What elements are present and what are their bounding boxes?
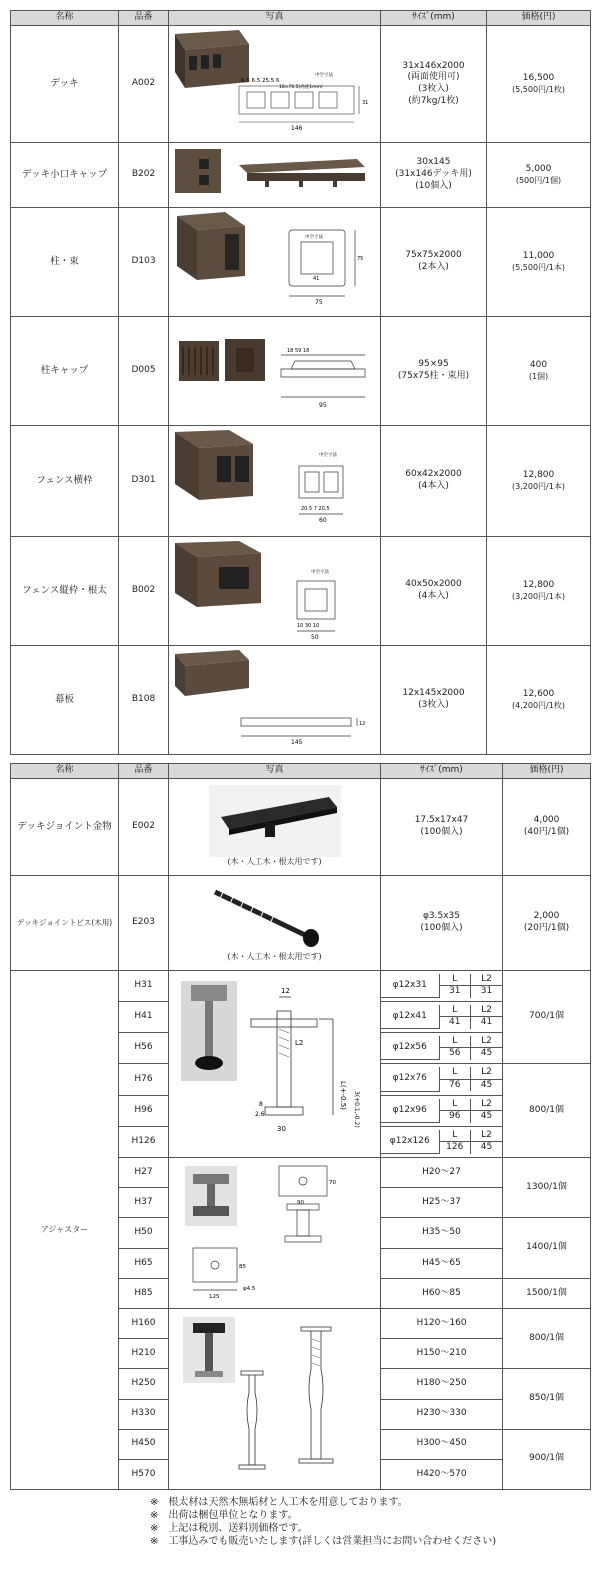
product-price: 850/1個 (503, 1369, 591, 1430)
size-label: φ12x96 (381, 1099, 439, 1123)
size-line: (100個入) (420, 827, 463, 837)
size-label: φ12x76 (381, 1067, 439, 1091)
post-cap-image (169, 317, 381, 425)
size-line: (3枚入) (418, 700, 449, 710)
product-photo (169, 208, 381, 317)
fence-rail-image (169, 426, 381, 536)
product-size (381, 1002, 503, 1033)
dim-a-width: 146 (291, 125, 303, 132)
footnote: ※ 上記は税別、送料別価格です。 (150, 1523, 308, 1534)
size-subtable (381, 1036, 502, 1061)
product-code: B002 (119, 537, 169, 646)
dim-adj-L2: L2 (295, 1039, 304, 1047)
product-size (381, 1096, 503, 1127)
size-L2: 45 (471, 1079, 503, 1091)
product-price (487, 143, 591, 208)
size-line: (4本入) (418, 591, 449, 601)
product-name: 柱キャップ (11, 317, 119, 426)
product-code: H56 (119, 1033, 169, 1064)
footnote: ※ 工事込みでも販売いたします(詳しくは営業担当にお問い合わせください) (150, 1536, 497, 1547)
price-unit: (3,200円/1本) (512, 481, 565, 491)
dim-adj-top: 12 (281, 987, 290, 995)
product-name: フェンス横枠 (11, 426, 119, 537)
dim-b002-w: 50 (311, 634, 319, 641)
product-photo (169, 779, 381, 876)
product-price: 900/1個 (503, 1429, 591, 1490)
product-code: H31 (119, 971, 169, 1002)
size-line: 12x145x2000 (402, 688, 465, 699)
sub-header-L2: L2 (471, 1005, 503, 1017)
price-unit: (20円/1個) (523, 923, 570, 933)
size-subtable (381, 1099, 502, 1124)
product-code: H210 (119, 1339, 169, 1369)
product-table-2 (10, 763, 591, 1490)
dim-d301-w: 60 (319, 517, 327, 524)
dim-adj-2: 2.6 (255, 1111, 265, 1118)
size-line: (2本入) (418, 262, 449, 272)
product-name: フェンス縦枠・根太 (11, 537, 119, 646)
product-photo (169, 317, 381, 426)
size-L: 76 (439, 1079, 471, 1091)
header-photo: 写真 (169, 11, 381, 26)
sub-header-L2: L2 (471, 974, 503, 986)
size-line: (3枚入) (418, 84, 449, 94)
size-line: 40x50x2000 (405, 579, 462, 590)
adjuster-c-image (169, 1309, 381, 1489)
table-row (11, 971, 591, 1002)
size-label: φ12x126 (381, 1130, 439, 1154)
dim-d103-h: 75 (357, 256, 364, 262)
price-unit: (40円/1個) (523, 827, 570, 837)
size-line: 17.5x17x47 (414, 815, 469, 826)
post-image (169, 208, 381, 316)
product-name: デッキジョイント金物 (11, 779, 119, 876)
product-price (487, 317, 591, 426)
product-size: H300～450 (381, 1429, 503, 1460)
product-code: H50 (119, 1218, 169, 1249)
product-price: 1400/1個 (503, 1218, 591, 1279)
product-code: B108 (119, 646, 169, 755)
product-code: H41 (119, 1002, 169, 1033)
product-size: H230～330 (381, 1399, 503, 1429)
footnote: ※ 出荷は梱包単位となります。 (150, 1510, 298, 1521)
size-line: (31x146デッキ用) (395, 169, 472, 180)
size-line: 75x75x2000 (405, 250, 462, 261)
table-row (11, 779, 591, 876)
dim-adjb-70: 70 (329, 1180, 336, 1186)
adjuster-b-image (169, 1158, 381, 1308)
sub-header-L2: L2 (471, 1067, 503, 1079)
table-row (11, 143, 591, 208)
table-row (11, 317, 591, 426)
fence-post-image (169, 537, 381, 645)
product-size (381, 208, 487, 317)
product-name: デッキジョイントビス(木用) (11, 876, 119, 971)
price-unit: (5,500円/1枚) (512, 84, 565, 94)
table-row (11, 26, 591, 143)
sub-header-L: L (439, 1036, 471, 1048)
product-size (381, 971, 503, 1002)
dim-d301-in: 20.5 7 20.5 (301, 506, 330, 512)
sub-header-L2: L2 (471, 1036, 503, 1048)
header-price: 価格(円) (503, 764, 591, 779)
header-size: ｻｲｽﾞ(mm) (381, 11, 487, 26)
size-L2: 41 (471, 1017, 503, 1029)
product-size: H420～570 (381, 1460, 503, 1490)
dim-adj-30: 30 (277, 1125, 286, 1133)
dim-d301-hol: 中空寸法 (319, 453, 337, 458)
product-size: H20～27 (381, 1158, 503, 1188)
product-code: H330 (119, 1399, 169, 1429)
product-name: 幕板 (11, 646, 119, 755)
product-code: D103 (119, 208, 169, 317)
product-code: H85 (119, 1279, 169, 1309)
sub-header-L: L (439, 1005, 471, 1017)
product-size: H150～210 (381, 1339, 503, 1369)
size-line: φ3.5x35 (422, 911, 461, 922)
dim-b002-in: 10 30 10 (297, 623, 320, 629)
product-photo (169, 971, 381, 1158)
product-price: 700/1個 (503, 971, 591, 1064)
dim-adjb-90: 90 (297, 1200, 304, 1206)
dim-d005-top: 18 59 18 (287, 348, 310, 354)
product-price: 1500/1個 (503, 1279, 591, 1309)
dim-adj-L: L(+-0.5) (339, 1081, 347, 1110)
size-L: 56 (439, 1048, 471, 1060)
size-subtable (381, 974, 502, 999)
header-code: 品番 (119, 11, 169, 26)
product-size: H60～85 (381, 1279, 503, 1309)
table-row (11, 426, 591, 537)
header-name: 名称 (11, 11, 119, 26)
size-label: φ12x56 (381, 1036, 439, 1060)
size-line: (4本入) (418, 481, 449, 491)
dim-adjb-85: 85 (239, 1264, 246, 1270)
sub-header-L: L (439, 1099, 471, 1111)
product-code: H570 (119, 1460, 169, 1490)
size-line: (75x75柱・束用) (397, 371, 470, 381)
product-price (503, 876, 591, 971)
product-code: A002 (119, 26, 169, 143)
price-value: 2,000 (533, 911, 560, 922)
dim-a-mid: 中空寸法 (315, 73, 333, 78)
product-name: 柱・束 (11, 208, 119, 317)
footnote: ※ 根太材は天然木無垢材と人工木を用意しております。 (150, 1497, 408, 1508)
size-label: φ12x41 (381, 1005, 439, 1029)
dim-d103-hol: 中空寸法 (305, 235, 323, 240)
size-L: 96 (439, 1111, 471, 1123)
product-size: H35～50 (381, 1218, 503, 1249)
footnotes (150, 1496, 496, 1548)
product-code: H76 (119, 1064, 169, 1096)
product-price (487, 426, 591, 537)
photo-caption: (木・人工木・根太用です) (227, 951, 322, 961)
product-size (381, 143, 487, 208)
product-size: H45～65 (381, 1249, 503, 1279)
size-subtable (381, 1005, 502, 1030)
product-code: H27 (119, 1158, 169, 1188)
product-price: 1300/1個 (503, 1158, 591, 1218)
size-L2: 45 (471, 1048, 503, 1060)
size-line: 30x145 (416, 157, 451, 168)
price-value: 400 (529, 359, 548, 370)
product-size (381, 646, 487, 755)
price-value: 12,600 (522, 688, 555, 699)
price-value: 16,500 (522, 72, 555, 83)
price-value: 4,000 (533, 815, 560, 826)
price-unit: (500円/1個) (515, 175, 562, 185)
header-size: ｻｲｽﾞ(mm) (381, 764, 503, 779)
product-size (381, 876, 503, 971)
product-name: デッキ (11, 26, 119, 143)
size-L: 126 (439, 1142, 471, 1154)
dim-adj-3: 3(+0.1,-0.2) (353, 1091, 360, 1128)
size-line: (100個入) (420, 923, 463, 933)
price-unit: (3,200円/1本) (512, 591, 565, 601)
fascia-board-image (169, 646, 381, 754)
dim-b108-h: 12 (359, 721, 366, 727)
size-L: 31 (439, 986, 471, 998)
sub-header-L2: L2 (471, 1130, 503, 1142)
price-unit: (5,500円/1本) (512, 262, 565, 272)
dim-adj-8: 8 (259, 1101, 263, 1108)
product-code: D301 (119, 426, 169, 537)
product-photo (169, 426, 381, 537)
size-line: 31x146x2000 (402, 60, 465, 71)
size-line: 60x42x2000 (405, 469, 462, 480)
dim-a-top: 6.5 6.5 25.5 6 (241, 78, 280, 84)
size-line: (約7kg/1枚) (408, 95, 459, 106)
header-name: 名称 (11, 764, 119, 779)
header-price: 価格(円) (487, 11, 591, 26)
product-code: H126 (119, 1127, 169, 1158)
size-label: φ12x31 (381, 974, 439, 998)
product-code: H250 (119, 1369, 169, 1400)
header-code: 品番 (119, 764, 169, 779)
product-price: 800/1個 (503, 1309, 591, 1369)
product-code: H450 (119, 1429, 169, 1460)
product-size: H25～37 (381, 1188, 503, 1218)
product-size (381, 317, 487, 426)
product-name: アジャスター (11, 971, 119, 1490)
size-line: (10個入) (415, 180, 452, 191)
adjuster-a-image (169, 971, 381, 1157)
product-photo (169, 876, 381, 971)
deck-board-image (169, 26, 381, 142)
dim-a-side: 31 (362, 100, 369, 106)
size-L2: 45 (471, 1111, 503, 1123)
product-price (487, 208, 591, 317)
price-unit: (4,200円/1枚) (512, 700, 565, 710)
product-size (381, 779, 503, 876)
product-code: H65 (119, 1249, 169, 1279)
end-cap-image (169, 143, 381, 207)
product-code: H96 (119, 1096, 169, 1127)
sub-header-L: L (439, 1067, 471, 1079)
table-row (11, 537, 591, 646)
product-size: H180～250 (381, 1369, 503, 1400)
dim-d103-w: 75 (315, 299, 323, 306)
product-photo (169, 537, 381, 646)
size-L: 41 (439, 1017, 471, 1029)
product-code: H160 (119, 1309, 169, 1339)
price-value: 11,000 (522, 250, 555, 261)
dim-b108-w: 145 (291, 739, 303, 746)
table-row (11, 876, 591, 971)
product-size: H120～160 (381, 1309, 503, 1339)
product-table-1 (10, 10, 591, 755)
product-photo (169, 1309, 381, 1490)
price-value: 12,800 (522, 469, 555, 480)
product-size (381, 1033, 503, 1064)
dim-adjb-125: 125 (209, 1294, 220, 1300)
product-price (487, 537, 591, 646)
price-value: 5,000 (525, 163, 552, 174)
product-photo (169, 143, 381, 208)
product-size (381, 26, 487, 143)
product-code: H37 (119, 1188, 169, 1218)
product-price: 800/1個 (503, 1064, 591, 1158)
product-price (487, 646, 591, 755)
table-row (11, 208, 591, 317)
price-unit: (1個) (528, 371, 549, 381)
table-row (11, 646, 591, 755)
product-code: E203 (119, 876, 169, 971)
dim-a-mid2: 18×76.5(高度1mm) (279, 85, 323, 90)
price-value: 12,800 (522, 579, 555, 590)
dim-d103-in: 41 (313, 276, 320, 282)
sub-header-L: L (439, 974, 471, 986)
dim-d005-w: 95 (319, 402, 327, 409)
product-photo (169, 1158, 381, 1309)
product-photo (169, 646, 381, 755)
size-line: (両面使用可) (407, 72, 460, 83)
size-subtable (381, 1067, 502, 1092)
size-L2: 45 (471, 1142, 503, 1154)
product-code: E002 (119, 779, 169, 876)
product-price (487, 26, 591, 143)
product-size (381, 426, 487, 537)
product-size (381, 537, 487, 646)
size-subtable (381, 1130, 502, 1155)
dim-adjb-4: φ4.5 (243, 1286, 256, 1292)
product-code: B202 (119, 143, 169, 208)
size-line: 95×95 (418, 359, 449, 370)
product-code: D005 (119, 317, 169, 426)
dim-b002-hol: 中空寸法 (311, 570, 329, 575)
product-size (381, 1127, 503, 1158)
sub-header-L: L (439, 1130, 471, 1142)
photo-caption: (木・人工木・根太用です) (227, 856, 322, 866)
product-photo (169, 26, 381, 143)
size-L2: 31 (471, 986, 503, 998)
product-size (381, 1064, 503, 1096)
header-photo: 写真 (169, 764, 381, 779)
product-price (503, 779, 591, 876)
sub-header-L2: L2 (471, 1099, 503, 1111)
product-name: デッキ小口キャップ (11, 143, 119, 208)
